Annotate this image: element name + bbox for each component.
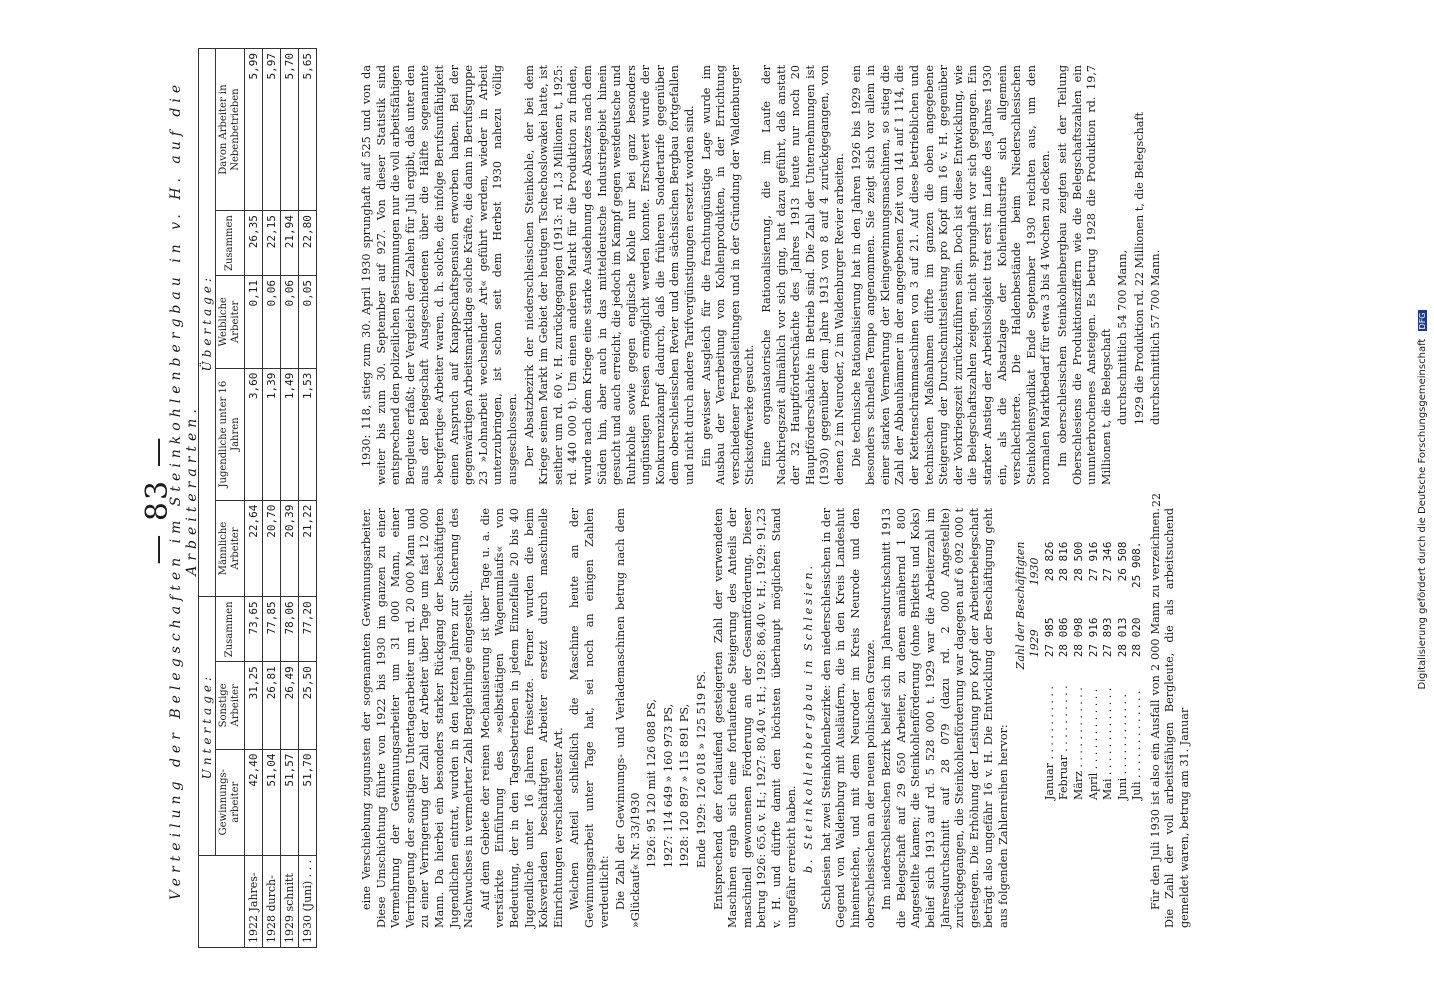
table-cell: 51,70 [299,749,317,855]
table-row [1043,534,1058,808]
paragraph: eine Verschiebung zugunsten der sogenannten Gewinnungsarbeiter. Diese Umschichtung führte von 1922 bis 1930 im ganzen zu einer Vermehrung der Gewinnungsarbeiter um 31 000 Mann, einer Verringerung der sonstigen Untertagearbeiter um rd. 20 000 Mann und zu einer Verringerung der Zahl der Arbeiter über Tage um fast 12 000 Mann. Da hierbei ein besonders starker Rückgang der beschäftigten Jugendlichen eintrat, wurden in den letzten Jahren zur Sicherung des Nachwuchses in vermehrter Zahl Berglehrlinge eingestellt. [360,508,476,928]
table-row [1072,534,1087,808]
table-cell: 77,20 [299,597,317,662]
table-row [263,49,281,948]
column-header: Zusammen [216,211,245,276]
distribution-table [198,48,317,948]
month-label: Januar . . . . . . . . . . . [1042,686,1056,800]
table-cell: 26 508 [1115,541,1129,582]
table-cell: 51,04 [263,749,281,855]
table-cell: 21,22 [299,500,317,597]
table-row [1116,534,1131,808]
table-row [1101,534,1116,808]
table-cell: 26,81 [263,662,281,749]
page-number: — 83 — [140,435,175,565]
column-header: Sonstige Arbeiter [216,662,245,749]
column-header: Jugendliche unter 16 Jahren [216,368,245,500]
column-header: Männliche Arbeiter [216,500,245,597]
statistic-line: 1926: 95 120 mit 126 088 PS, [645,699,659,868]
group-untertage: Untertage: [199,597,216,855]
month-label: Juli . . . . . . . . . . . . . [1130,690,1144,800]
paragraph: 1930: 118, stieg zum 30. April 1930 sprunghaft auf 525 und von da weiter bis zum 30. September auf 927. Von dieser Statistik sind entsprechend den polizeilichen Bestimmungen nur die voll arbeitsfähigen Bergleute erfaßt; der Vergleich der Zahlen für Juli ergibt, daß unter den aus der Belegschaft Ausgeschiedenen über die Hälfte sogenannte »bergfertige« Arbeiter waren, d. h. solche, die infolge Berufsunfähigkeit einen Anspruch auf Knappschaftspension erworben haben. Bei der gegenwärtigen Arbeitsmarktlage solche Kräfte, die dann in Berufsgruppe 23 »Lohnarbeit wechselnder Art« geführt werden, wieder in Arbeit unterzubringen, ist schon seit dem Herbst 1930 nahezu völlig ausgeschlossen. [360,65,519,485]
paragraph: Der Absatzbezirk der niederschlesischen Steinkohle, der bei dem Kriege seinen Markt im Gebiet der heutigen Tschechoslowakei hatte, ist seither um rd. 60 v. H. zurückgegangen (1913: rd. 1,3 Millionen t, 1925: rd. 440 000 t). Um einen anderen Markt für die Produktion zu finden, wurde nach dem Kriege eine starke Ausdehnung des Absatzes nach dem Süden hin, aber auch in das mitteldeutsche Industriegebiet hinein gesucht und auch erreicht, die jedoch im Kampf gegen westdeutsche und Ruhrkohle sowie gegen englische Kohle nur bei ganz besonders ungünstigen Preisen ermöglicht werden konnte. Erschwert wurde der Konkurrenzkampf dadurch, daß die früheren Sondertarife gegenüber dem oberschlesischen Revier und dem sächsischen Bergbau fortgefallen und nicht durch andere Tarifvergünstigungen ersetzt worden sind. [522,65,697,485]
table-cell: 20,70 [263,500,281,597]
month-label: April . . . . . . . . . . . . [1086,688,1100,800]
paragraph: Schlesien hat zwei Steinkohlenbezirke: den niederschlesischen in der Gegend von Waldenburg mit Ausläufern, die in den Kreis Landeshut hineinreichen, und mit dem Neuroder im Kreis Neurode und den oberschlesischen an der neuen polnischen Grenze. [819,508,877,928]
table-cell: 28 020 [1130,617,1144,658]
table-row [1057,534,1072,808]
year-header: 1930 [1028,557,1042,586]
table-cell: 3,60 [245,368,263,500]
table-cell: 22,80 [299,211,317,276]
column-header: Davon Arbeiter in Nebenbetrieben [216,49,245,211]
statistic-line: 1929 die Produktion rd. 22 Millionen t, die Belegschaft [1132,111,1146,425]
month-label: März . . . . . . . . . . . . [1071,687,1085,800]
paragraph: Im oberschlesischen Steinkohlenbergbau zeigten seit der Teilung Oberschlesiens die Produktionsziffern wie die Belegschaftszahlen ein ununterbrochenes Ansteigen. Es betrug 1928 die Produktion rd. 19,7 Millionen t, die Belegschaft [1055,65,1113,485]
table-cell: 28 816 [1057,541,1071,582]
table-row [1087,534,1102,808]
table-cell: 5,97 [263,49,281,211]
table-cell: 0,06 [281,275,299,368]
section-heading: b. Steinkohlenbergbau in Schlesien. [802,562,816,874]
table-cell: 27 985 [1042,617,1056,658]
table-cell: 27 346 [1101,541,1115,582]
statistic-line: 1928: 120 897 » 115 891 PS, [678,703,692,868]
table-caption: Verteilung der Belegschaften im Steinkohlenbergbau in v. H. auf die Arbeiterarten. [168,79,200,901]
column-header: Weibliche Arbeiter [216,275,245,368]
table-row [281,49,299,948]
table-cell: 22,15 [263,211,281,276]
statistic-line: 1927: 114 649 » 160 973 PS, [661,703,675,868]
group-uebertage: Übertage: [199,49,216,597]
table-cell: 26,35 [245,211,263,276]
paragraph: Welchen Anteil schließlich die Maschine heute an der Gewinnungsarbeit unter Tage hat, sei noch an einigen Zahlen verdeutlicht: [568,508,611,928]
row-label: 1930 (Juni) . . . [299,855,317,947]
year-header: 1929 [1028,629,1042,658]
paragraph: Entsprechend der fortlaufend gesteigerten Zahl der verwendeten Maschinen ergab sich eine fortlaufende Steigerung des Anteils der maschinell gewonnenen Förderung an der Gesamtförderung. Dieser betrug 1926: 65,6 v. H.; 1927: 80,40 v. H.; 1928: 86,40 v. H.; 1929: 91,23 v. H. und dürfte damit den höchsten überhaupt möglichen Stand ungefähr erreicht haben. [711,508,798,928]
column-header: Zusammen [216,597,245,662]
paragraph: Ein gewisser Ausgleich für die frachtungünstige Lage wurde im Ausbau der Verarbeitung von Kohlenprodukten, in der Errichtung verschiedener Ferngasleitungen und in der Gründung der Waldenburger Stickstoffwerke gesucht. [699,65,757,485]
paragraph: Im niederschlesischen Bezirk belief sich im Jahresdurchschnitt 1913 die Belegschaft auf 29 650 Arbeiter, zu denen annähernd 1 800 Angestellte kamen; die Steinkohlenförderung (ohne Briketts und Koks) belief sich 1913 auf rd. 5 528 000 t. 1929 war die Arbeiterzahl im Jahresdurchschnitt auf 28 079 (dazu rd. 2 000 Angestellte) zurückgegangen, die Steinkohlenförderung war dagegen auf 6 092 000 t gestiegen. Die Erhöhung der Leistung pro Kopf der Arbeiterbelegschaft beträgt also ungefähr 16 v. H. Die Entwicklung der Beschäftigung geht aus folgenden Zahlenreihen hervor: [880,508,1010,928]
table-cell: 1,49 [281,368,299,500]
table-cell: 42,40 [245,749,263,855]
employment-table [1014,534,1145,808]
table-cell: 28 826 [1042,541,1056,582]
table-cell: 27 893 [1101,617,1115,658]
table-cell: 73,65 [245,597,263,662]
table-cell: 28 500 [1071,541,1085,582]
row-label: 1928 durch- [263,855,281,947]
table-cell: 27 916 [1086,617,1100,658]
statistic-line: durchschnittlich 54 700 Mann, [1116,249,1130,425]
right-text-column [360,65,1166,485]
table-cell: 77,85 [263,597,281,662]
table-cell: 25,50 [299,662,317,749]
paragraph: Für den Juli 1930 ist also ein Ausfall von 2 000 Mann zu verzeichnen. Die Zahl der voll arbeitsfähigen Bergleute, die als arbeitsuchend gemeldet waren, betrug am 31. Januar [1148,508,1192,928]
row-label: 1929 schnitt [281,855,299,947]
table-cell: 22,64 [245,500,263,597]
table-cell: 51,57 [281,749,299,855]
table-cell: 28 086 [1057,617,1071,658]
employment-table-title: Zahl der Beschäftigten [1013,541,1027,670]
table-cell: 1,53 [299,368,317,500]
table-row [299,49,317,948]
paragraph: Eine organisatorische Rationalisierung, die im Laufe der Nachkriegszeit allmählich vor sich ging, hat dazu geführt, daß anstatt der 32 Hauptförderschächte des Jahres 1913 heute nur noch 20 Hauptförderschächte in Betrieb sind. Die Zahl der Unternehmungen ist (1930) gegenüber dem Jahre 1913 von 8 auf 4 zurückgegangen, von denen 2 im Neuroder, 2 im Waldenburger Revier arbeiten. [760,65,846,485]
table-cell: 27 916 [1086,541,1100,582]
digitization-footer [1417,0,1428,1000]
table-cell: 0,05 [299,275,317,368]
table-cell: 28 013 [1115,617,1129,658]
table-cell: 5,65 [299,49,317,211]
row-label: 1922 Jahres- [245,855,263,947]
footer-text: Digitalisierung gefördert durch die Deutsche Forschungsgemeinschaft [1417,338,1428,690]
paragraph: Die Zahl der Gewinnungs- und Verlademaschinen betrug nach dem »Glückauf« Nr. 33/1930 [614,508,642,928]
table-cell: 5,70 [281,49,299,211]
table-cell: 21,94 [281,211,299,276]
statistic-line: Ende 1929: 126 018 » 125 519 PS. [695,671,709,868]
statistic-line: durchschnittlich 57 700 Mann. [1149,249,1163,425]
table-cell: 0,06 [263,275,281,368]
month-label: Juni . . . . . . . . . . . . [1115,693,1129,800]
table-cell: 25 908. [1130,541,1144,588]
dfg-logo-icon: DFG [1418,312,1427,330]
table-cell: 78,06 [281,597,299,662]
table-cell: 28 098 [1071,617,1085,658]
sheet-number: 22 [1150,493,1163,507]
table-cell: 5,99 [245,49,263,211]
paragraph: Die technische Rationalisierung hat in den Jahren 1926 bis 1929 ein besonders schnelles Tempo angenommen. Sie zeigt sich vor allem in einer starken Vermehrung der Kleingewinnungsmaschinen, so stieg die Zahl der Abbauhämmer in der angegebenen Zeit von 141 auf 1 114, die der Kettenschrämmaschinen von 3 auf 21. Auf diese betrieblichen und technischen Maßnahmen dürfte im ganzen die oben angegebene Steigerung der Durchschnittsleistung pro Kopf um 16 v. H. gegenüber der Vorkriegszeit zurückzuführen sein. Doch ist diese Entwicklung, wie die Belegschaftszahlen zeigen, nicht sprunghaft vor sich gegangen. Ein starker Anstieg der Arbeitslosigkeit trat erst im Laufe des Jahres 1930 ein, als die Absatzlage der Kohlenindustrie sich allgemein verschlechterte. Die Haldenbestände beim Niederschlesischen Steinkohlensyndikat Ende September 1930 reichten aus, um den normalen Marktbedarf für etwa 3 bis 4 Wochen zu decken. [849,65,1053,485]
left-text-column [360,508,1195,928]
table-cell: 0,11 [245,275,263,368]
table-corner [199,855,245,947]
table-cell: 26,49 [281,662,299,749]
table-cell: 1,39 [263,368,281,500]
month-label: Februar . . . . . . . . . . [1057,685,1071,800]
paragraph: Auf dem Gebiete der reinen Mechanisierung ist über Tage u. a. die verstärkte Einführung des »selbsttätigen Wagenumlaufs« von Bedeutung, der in den Tagesbetrieben in jedem Einzelfalle 20 bis 40 Jugendliche unter 16 Jahren freisetzte. Ferner wurden die beim Koksverladen beschäftigten Arbeiter ersetzt durch maschinelle Einrichtungen verschiedenster Art. [478,508,565,928]
table-cell: 31,25 [245,662,263,749]
column-header: Gewinnungs-arbeiter [216,749,245,855]
table-row [245,49,263,948]
table-cell: 20,39 [281,500,299,597]
table-row [1130,534,1145,808]
month-label: Mai . . . . . . . . . . . . . [1101,687,1115,800]
